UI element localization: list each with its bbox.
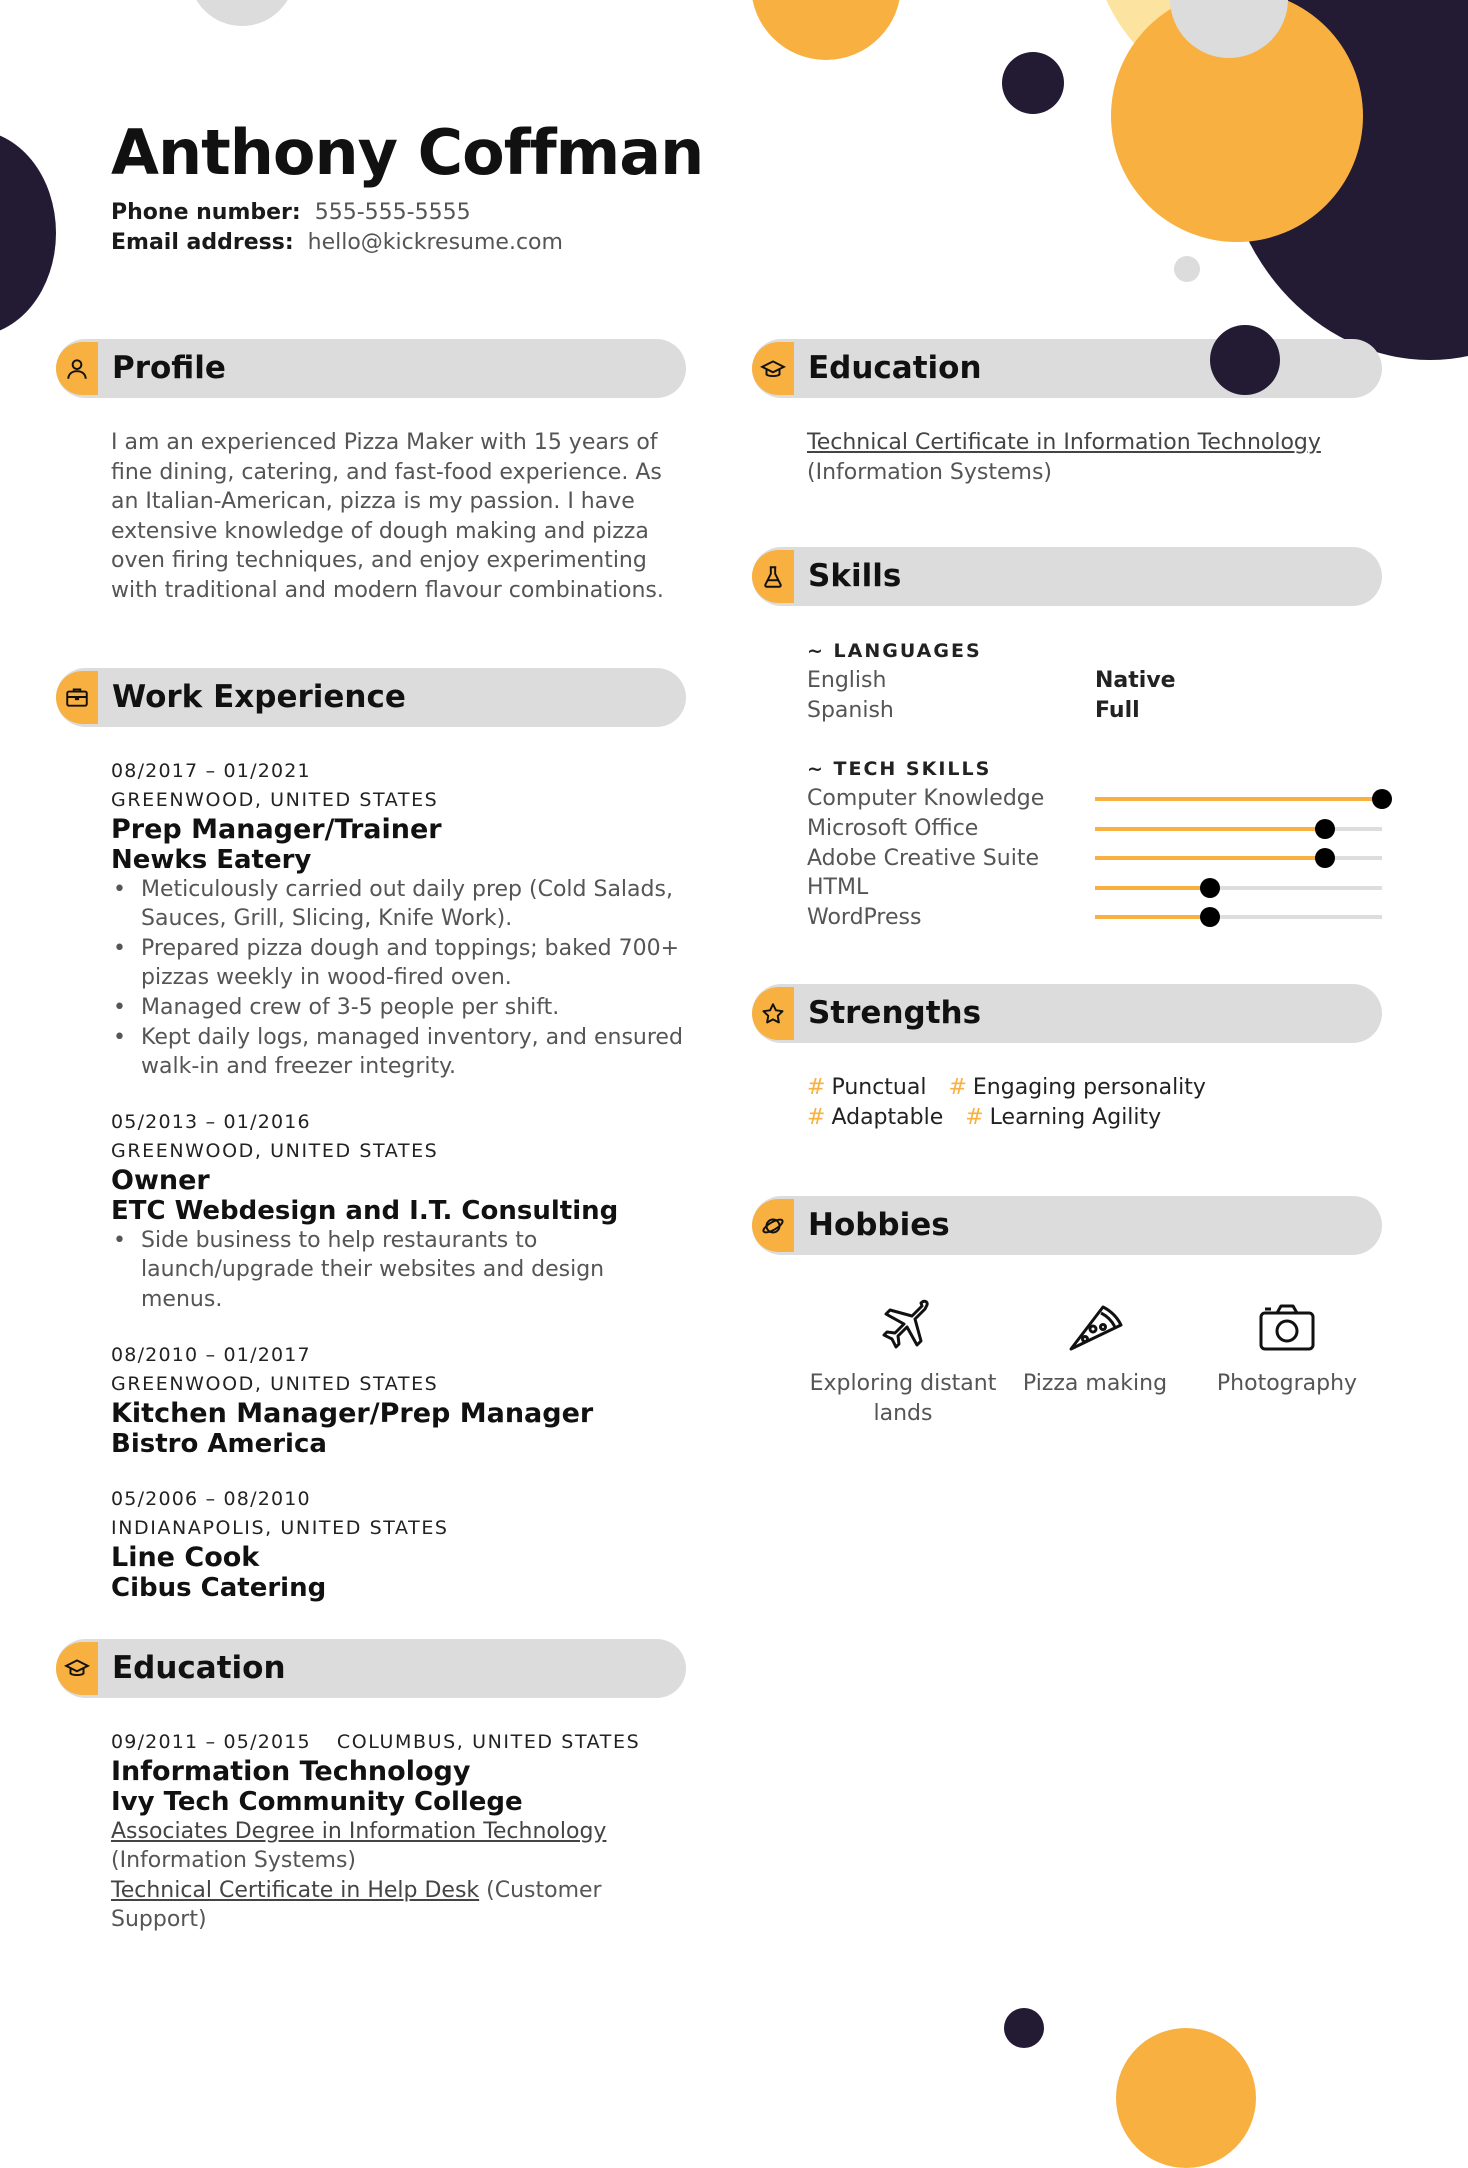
candidate-name: Anthony Coffman <box>111 116 704 189</box>
graduation-cap-icon <box>56 1642 98 1695</box>
skill-row <box>807 784 1382 814</box>
language-row <box>807 696 1382 726</box>
deco-circle-dark-header <box>1210 325 1280 395</box>
job-date: 05/2013 – 01/2016 <box>111 1110 311 1133</box>
graduation-cap-icon <box>752 342 794 395</box>
skill-name: WordPress <box>807 904 922 930</box>
pizza-slice-icon <box>1063 1295 1127 1359</box>
strength-item <box>965 1105 1161 1130</box>
strengths-section <box>752 984 1382 1132</box>
hobby-item <box>995 1295 1195 1399</box>
job-date: 08/2010 – 01/2017 <box>111 1343 311 1366</box>
edu-field: Information Technology <box>111 1755 471 1787</box>
edu-location: COLUMBUS, UNITED STATES <box>336 1730 641 1753</box>
strength-label: Learning Agility <box>989 1104 1162 1130</box>
profile-header <box>56 339 686 398</box>
education-left-section <box>56 1639 686 1935</box>
right-column <box>752 339 1382 1435</box>
deco-circle-grey-small <box>1174 256 1200 282</box>
edu-degree2-link[interactable]: Technical Certificate in Help Desk <box>111 1877 480 1903</box>
job-bullet: • Meticulously carried out daily prep (Cold Salads, Sauces, Grill, Slicing, Knife Work). <box>141 875 686 934</box>
language-level: Full <box>1095 698 1140 724</box>
skill-bar-fill <box>1095 886 1210 890</box>
email-label: Email address: <box>111 230 294 255</box>
job-role: Line Cook <box>111 1541 260 1573</box>
job-entry <box>111 757 686 1082</box>
skill-name: HTML <box>807 875 869 901</box>
skill-bar-knob <box>1315 819 1335 839</box>
skill-bar-knob <box>1315 848 1335 868</box>
phone-value: 555-555-5555 <box>314 200 471 225</box>
skill-bar-fill <box>1095 856 1325 860</box>
email-value[interactable]: hello@kickresume.com <box>307 230 563 255</box>
job-company: Newks Eatery <box>111 844 312 875</box>
edu-degree1-link[interactable]: Associates Degree in Information Technology <box>111 1818 607 1844</box>
skill-bar-fill <box>1095 915 1210 919</box>
job-location: GREENWOOD, UNITED STATES <box>111 788 439 811</box>
skill-bar <box>1095 915 1383 919</box>
edu-date-location <box>111 1728 686 1757</box>
hash-icon: # <box>807 1104 826 1130</box>
job-bullets <box>111 875 686 1082</box>
camera-icon <box>1255 1295 1319 1359</box>
phone-label: Phone number: <box>111 200 301 225</box>
edu-degree2 <box>111 1876 611 1935</box>
job-bullet: • Kept daily logs, managed inventory, and ensured walk-in and freezer integrity. <box>141 1023 686 1082</box>
job-bullets <box>111 1226 686 1315</box>
profile-section <box>56 339 686 606</box>
skill-bar-fill <box>1095 797 1383 801</box>
skill-name: Computer Knowledge <box>807 786 1045 812</box>
education-right-title: Education <box>808 350 982 386</box>
profile-title: Profile <box>112 350 226 386</box>
job-location: GREENWOOD, UNITED STATES <box>111 1372 439 1395</box>
strength-item <box>807 1075 926 1100</box>
skill-row <box>807 843 1382 873</box>
planet-icon <box>752 1199 794 1252</box>
hobby-label: Pizza making <box>1022 1371 1168 1397</box>
deco-circle-dark-bottom <box>1004 2008 1044 2048</box>
deco-circle-grey-top <box>189 0 295 26</box>
hobbies-header <box>752 1196 1382 1255</box>
work-header <box>56 668 686 727</box>
job-role: Kitchen Manager/Prep Manager <box>111 1397 594 1429</box>
skill-bar-knob <box>1200 878 1220 898</box>
job-entry <box>111 1341 686 1459</box>
skills-section <box>752 547 1382 932</box>
profile-text: I am an experienced Pizza Maker with 15 years of fine dining, catering, and fast-food experience. As an Italian-American, pizza is my passion. I have extensive knowledge of dough making and pizza oven firing techniques, and enjoy experimenting with traditional and modern flavour combinations. <box>111 430 664 603</box>
work-section <box>56 668 686 1603</box>
deco-circle-yellow-top <box>751 0 901 60</box>
hash-icon: # <box>807 1075 826 1101</box>
edu-date: 09/2011 – 05/2015 <box>111 1730 311 1753</box>
language-level: Native <box>1095 668 1176 694</box>
job-date: 08/2017 – 01/2021 <box>111 759 311 782</box>
briefcase-icon <box>56 671 98 724</box>
skills-title: Skills <box>808 558 902 595</box>
strengths-row <box>807 1073 1382 1103</box>
edu-right-degree <box>807 428 1382 458</box>
hobby-item <box>1187 1295 1387 1399</box>
phone-line <box>111 200 471 225</box>
job-company: ETC Webdesign and I.T. Consulting <box>111 1195 619 1226</box>
hobby-label: Photography <box>1216 1371 1358 1397</box>
hobby-label: Exploring distant lands <box>809 1371 997 1427</box>
skill-bar-knob <box>1372 789 1392 809</box>
job-bullet: • Prepared pizza dough and toppings; baked 700+ pizzas weekly in wood-fired oven. <box>141 934 686 993</box>
job-entry <box>111 1108 686 1315</box>
education-right-section <box>752 339 1382 487</box>
hobbies-section <box>752 1196 1382 1435</box>
strength-label: Adaptable <box>831 1104 944 1130</box>
education-left-header <box>56 1639 686 1698</box>
deco-circle-dark-left <box>0 130 56 336</box>
strength-label: Engaging personality <box>972 1075 1206 1101</box>
language-name: Spanish <box>807 698 894 724</box>
skill-name: Adobe Creative Suite <box>807 845 1039 871</box>
strength-item <box>948 1075 1205 1100</box>
hash-icon: # <box>948 1075 967 1101</box>
star-icon <box>752 987 794 1040</box>
job-company: Bistro America <box>111 1428 327 1459</box>
job-company: Cibus Catering <box>111 1572 327 1603</box>
job-location: INDIANAPOLIS, UNITED STATES <box>111 1516 449 1539</box>
language-row <box>807 666 1382 696</box>
job-bullet: • Managed crew of 3-5 people per shift. <box>141 993 686 1023</box>
skill-bar-fill <box>1095 827 1325 831</box>
deco-circle-dark-small <box>1002 52 1064 114</box>
left-column <box>56 339 686 1935</box>
edu-degree1 <box>111 1817 686 1847</box>
skill-bar <box>1095 797 1383 801</box>
job-date: 05/2006 – 08/2010 <box>111 1487 311 1510</box>
strengths-header <box>752 984 1382 1043</box>
job-role: Prep Manager/Trainer <box>111 813 442 845</box>
job-entry <box>111 1485 686 1603</box>
skill-row <box>807 903 1382 933</box>
person-icon <box>56 342 98 395</box>
hobby-item <box>803 1295 1003 1429</box>
edu-degree2-note: (Customer Support) <box>111 1877 602 1933</box>
skill-bar <box>1095 827 1383 831</box>
strength-label: Punctual <box>831 1075 927 1101</box>
hash-icon: # <box>965 1104 984 1130</box>
strengths-title: Strengths <box>808 995 982 1032</box>
work-title: Work Experience <box>112 678 406 715</box>
strengths-row <box>807 1103 1382 1133</box>
edu-right-degree-link[interactable]: Technical Certificate in Information Technology <box>807 430 1321 455</box>
edu-degree1-note: (Information Systems) <box>111 1848 357 1874</box>
flask-icon <box>752 550 794 603</box>
deco-circle-yellow-bottom <box>1116 2028 1256 2168</box>
job-role: Owner <box>111 1164 210 1196</box>
edu-right-note: (Information Systems) <box>807 459 1053 485</box>
education-right-header <box>752 339 1382 398</box>
email-line <box>111 230 563 255</box>
airplane-icon <box>871 1295 935 1359</box>
edu-school: Ivy Tech Community College <box>111 1786 523 1817</box>
tech-subtitle: ~ TECH SKILLS <box>807 758 992 781</box>
skill-bar-knob <box>1200 907 1220 927</box>
languages-subtitle: ~ LANGUAGES <box>807 640 982 663</box>
education-left-title: Education <box>112 1649 286 1686</box>
language-name: English <box>807 668 887 694</box>
strength-item <box>807 1105 943 1130</box>
skill-row <box>807 873 1382 903</box>
skills-header <box>752 547 1382 606</box>
skill-bar <box>1095 856 1383 860</box>
hobbies-list <box>752 1285 1382 1435</box>
hobbies-title: Hobbies <box>808 1207 950 1244</box>
job-bullet: • Side business to help restaurants to launch/upgrade their websites and design menus. <box>141 1226 686 1315</box>
skill-name: Microsoft Office <box>807 816 979 842</box>
skill-bar <box>1095 886 1383 890</box>
skill-row <box>807 814 1382 844</box>
job-location: GREENWOOD, UNITED STATES <box>111 1139 439 1162</box>
